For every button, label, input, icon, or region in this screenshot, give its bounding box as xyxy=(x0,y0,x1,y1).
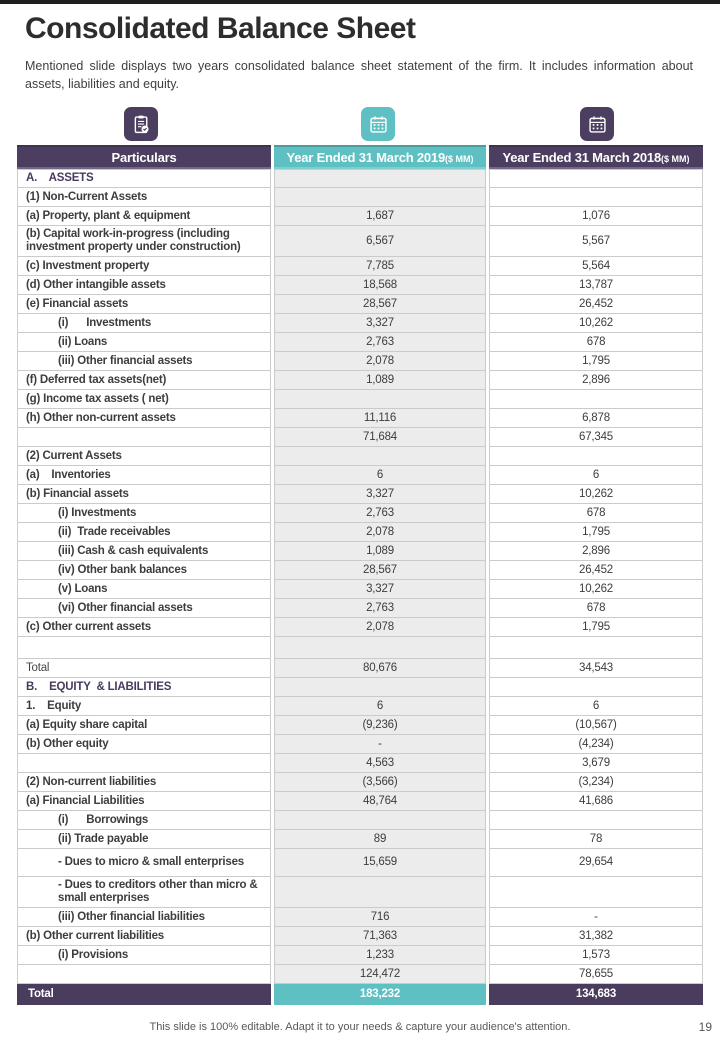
value-2019: 89 xyxy=(274,830,486,849)
table-row xyxy=(17,371,703,390)
table-row xyxy=(17,561,703,580)
table-row xyxy=(17,697,703,716)
table-row xyxy=(17,409,703,428)
value-2018: (4,234) xyxy=(489,735,703,754)
value-2018: - xyxy=(489,908,703,927)
value-2018 xyxy=(489,188,703,207)
value-2019 xyxy=(274,678,486,697)
value-2018: 1,076 xyxy=(489,207,703,226)
value-2019: 71,684 xyxy=(274,428,486,447)
value-2019: - xyxy=(274,735,486,754)
column-header-particulars: Particulars xyxy=(17,145,271,169)
clipboard-check-glyph xyxy=(131,114,152,135)
value-2019: 6 xyxy=(274,697,486,716)
value-2018: 1,795 xyxy=(489,618,703,637)
page-subtitle: Mentioned slide displays two years consolidated balance sheet statement of the firm. It includes information about assets, liabilities and equity. xyxy=(25,59,693,91)
row-label xyxy=(17,754,271,773)
row-label xyxy=(17,637,271,659)
value-2018 xyxy=(489,811,703,830)
row-label: (c) Investment property xyxy=(17,257,271,276)
row-label: (1) Non-Current Assets xyxy=(17,188,271,207)
value-2018 xyxy=(489,447,703,466)
table-row xyxy=(17,984,703,1005)
row-label: (d) Other intangible assets xyxy=(17,276,271,295)
row-label: (h) Other non-current assets xyxy=(17,409,271,428)
value-2018: (3,234) xyxy=(489,773,703,792)
table-row xyxy=(17,946,703,965)
row-label: (b) Financial assets xyxy=(17,485,271,504)
value-2019: 2,763 xyxy=(274,599,486,618)
calendar-glyph xyxy=(587,114,608,135)
row-label: (a) Financial Liabilities xyxy=(17,792,271,811)
top-border xyxy=(0,0,720,4)
value-2018: 2,896 xyxy=(489,371,703,390)
row-label: (i) Investments xyxy=(17,314,271,333)
page-number: 19 xyxy=(698,1020,712,1034)
row-label: (a) Property, plant & equipment xyxy=(17,207,271,226)
value-2018: 1,795 xyxy=(489,352,703,371)
value-2019: 80,676 xyxy=(274,659,486,678)
table-row xyxy=(17,908,703,927)
row-label: (iii) Other financial liabilities xyxy=(17,908,271,927)
row-label: (b) Other current liabilities xyxy=(17,927,271,946)
row-label: (a) Equity share capital xyxy=(17,716,271,735)
value-2019: 2,078 xyxy=(274,618,486,637)
value-2018: 6 xyxy=(489,466,703,485)
value-2018 xyxy=(489,877,703,908)
table-row xyxy=(17,965,703,984)
calendar-icon-2018 xyxy=(580,107,614,141)
column-header-2019 xyxy=(274,145,486,169)
table-row xyxy=(17,678,703,697)
row-label: (ii) Trade receivables xyxy=(17,523,271,542)
table-row xyxy=(17,811,703,830)
value-2019 xyxy=(274,811,486,830)
value-2018: 2,896 xyxy=(489,542,703,561)
row-label: (g) Income tax assets ( net) xyxy=(17,390,271,409)
value-2019 xyxy=(274,169,486,188)
table-row xyxy=(17,599,703,618)
value-2019: 11,116 xyxy=(274,409,486,428)
table-row xyxy=(17,485,703,504)
value-2019: 7,785 xyxy=(274,257,486,276)
calendar-glyph xyxy=(368,114,389,135)
value-2018: 41,686 xyxy=(489,792,703,811)
table-row xyxy=(17,188,703,207)
row-label: (a) Inventories xyxy=(17,466,271,485)
table-row xyxy=(17,659,703,678)
table-row xyxy=(17,773,703,792)
value-2018: 5,564 xyxy=(489,257,703,276)
row-label: (f) Deferred tax assets(net) xyxy=(17,371,271,390)
value-2018: 10,262 xyxy=(489,485,703,504)
table-row xyxy=(17,542,703,561)
table-row xyxy=(17,618,703,637)
row-label: B. EQUITY & LIABILITIES xyxy=(17,678,271,697)
value-2019: (9,236) xyxy=(274,716,486,735)
value-2019: 2,078 xyxy=(274,523,486,542)
row-label: (ii) Trade payable xyxy=(17,830,271,849)
value-2018: 78,655 xyxy=(489,965,703,984)
calendar-icon-2019 xyxy=(361,107,395,141)
row-label: (c) Other current assets xyxy=(17,618,271,637)
value-2018: 10,262 xyxy=(489,314,703,333)
table-row xyxy=(17,466,703,485)
table-row xyxy=(17,754,703,773)
value-2019: 6,567 xyxy=(274,226,486,257)
table-row xyxy=(17,447,703,466)
table-row xyxy=(17,877,703,908)
table-row xyxy=(17,207,703,226)
value-2019: 18,568 xyxy=(274,276,486,295)
table-row xyxy=(17,792,703,811)
value-2019: 1,233 xyxy=(274,946,486,965)
table-row xyxy=(17,314,703,333)
column-header-2019-label: Year Ended 31 March 2019 xyxy=(286,149,445,165)
value-2018: 26,452 xyxy=(489,561,703,580)
table-row xyxy=(17,226,703,257)
value-2019: 2,078 xyxy=(274,352,486,371)
table-row xyxy=(17,257,703,276)
value-2018: 29,654 xyxy=(489,849,703,877)
table-row xyxy=(17,169,703,188)
table-row xyxy=(17,716,703,735)
value-2018: 5,567 xyxy=(489,226,703,257)
value-2019: 183,232 xyxy=(274,984,486,1005)
table-row xyxy=(17,735,703,754)
value-2018 xyxy=(489,637,703,659)
value-2019: 48,764 xyxy=(274,792,486,811)
row-label xyxy=(17,428,271,447)
column-header-2018-label: Year Ended 31 March 2018 xyxy=(502,149,661,165)
value-2019: 4,563 xyxy=(274,754,486,773)
value-2019: 28,567 xyxy=(274,561,486,580)
value-2018: 31,382 xyxy=(489,927,703,946)
footer-note: This slide is 100% editable. Adapt it to your needs & capture your audience's attention. xyxy=(149,1021,571,1033)
value-2019: 1,089 xyxy=(274,542,486,561)
value-2018: 678 xyxy=(489,333,703,352)
value-2019: 124,472 xyxy=(274,965,486,984)
value-2018: 134,683 xyxy=(489,984,703,1005)
value-2018: 67,345 xyxy=(489,428,703,447)
value-2019 xyxy=(274,877,486,908)
table-row xyxy=(17,523,703,542)
table-row xyxy=(17,504,703,523)
value-2018: 6 xyxy=(489,697,703,716)
row-label: (ii) Loans xyxy=(17,333,271,352)
unit-suffix-2019: ($ MM) xyxy=(445,153,474,164)
row-label: (2) Current Assets xyxy=(17,447,271,466)
row-label: 1. Equity xyxy=(17,697,271,716)
row-label: - Dues to creditors other than micro & small enterprises xyxy=(17,877,271,908)
page-title: Consolidated Balance Sheet xyxy=(25,12,416,45)
value-2018: 26,452 xyxy=(489,295,703,314)
value-2018: 3,679 xyxy=(489,754,703,773)
value-2019 xyxy=(274,637,486,659)
value-2019: 1,687 xyxy=(274,207,486,226)
value-2019: (3,566) xyxy=(274,773,486,792)
table-row xyxy=(17,276,703,295)
value-2019 xyxy=(274,390,486,409)
value-2018: 678 xyxy=(489,504,703,523)
table-row xyxy=(17,352,703,371)
row-label: Total xyxy=(17,984,271,1005)
value-2018: 78 xyxy=(489,830,703,849)
value-2018: 678 xyxy=(489,599,703,618)
row-label: (iv) Other bank balances xyxy=(17,561,271,580)
table-row xyxy=(17,333,703,352)
row-label: (v) Loans xyxy=(17,580,271,599)
value-2018: 1,573 xyxy=(489,946,703,965)
table-row xyxy=(17,580,703,599)
row-label: - Dues to micro & small enterprises xyxy=(17,849,271,877)
table-row xyxy=(17,428,703,447)
row-label: (i) Provisions xyxy=(17,946,271,965)
row-label: (b) Other equity xyxy=(17,735,271,754)
row-label: (e) Financial assets xyxy=(17,295,271,314)
unit-suffix-2018: ($ MM) xyxy=(661,153,690,164)
row-label: (i) Borrowings xyxy=(17,811,271,830)
value-2019: 3,327 xyxy=(274,580,486,599)
row-label: (iii) Other financial assets xyxy=(17,352,271,371)
value-2019: 2,763 xyxy=(274,504,486,523)
value-2019: 716 xyxy=(274,908,486,927)
table-header-row xyxy=(17,145,703,169)
value-2019 xyxy=(274,188,486,207)
value-2019: 2,763 xyxy=(274,333,486,352)
row-label: A. ASSETS xyxy=(17,169,271,188)
value-2018: 1,795 xyxy=(489,523,703,542)
value-2019: 1,089 xyxy=(274,371,486,390)
balance-sheet-body xyxy=(17,169,703,1005)
value-2018: 10,262 xyxy=(489,580,703,599)
row-label: (2) Non-current liabilities xyxy=(17,773,271,792)
value-2018 xyxy=(489,678,703,697)
row-label: (iii) Cash & cash equivalents xyxy=(17,542,271,561)
row-label xyxy=(17,965,271,984)
table-row xyxy=(17,830,703,849)
table-row xyxy=(17,927,703,946)
row-label: (b) Capital work-in-progress (including investment property under construction) xyxy=(17,226,271,257)
clipboard-check-icon xyxy=(124,107,158,141)
row-label: (vi) Other financial assets xyxy=(17,599,271,618)
table-row xyxy=(17,295,703,314)
value-2018: (10,567) xyxy=(489,716,703,735)
value-2018 xyxy=(489,390,703,409)
column-header-2018 xyxy=(489,145,703,169)
value-2018: 34,543 xyxy=(489,659,703,678)
value-2019: 15,659 xyxy=(274,849,486,877)
value-2019: 3,327 xyxy=(274,314,486,333)
value-2019: 71,363 xyxy=(274,927,486,946)
value-2019: 28,567 xyxy=(274,295,486,314)
balance-sheet-table xyxy=(14,145,706,1005)
row-label: Total xyxy=(17,659,271,678)
value-2019 xyxy=(274,447,486,466)
row-label: (i) Investments xyxy=(17,504,271,523)
value-2019: 6 xyxy=(274,466,486,485)
table-row xyxy=(17,390,703,409)
value-2018 xyxy=(489,169,703,188)
value-2019: 3,327 xyxy=(274,485,486,504)
table-row xyxy=(17,849,703,877)
table-row xyxy=(17,637,703,659)
value-2018: 6,878 xyxy=(489,409,703,428)
value-2018: 13,787 xyxy=(489,276,703,295)
